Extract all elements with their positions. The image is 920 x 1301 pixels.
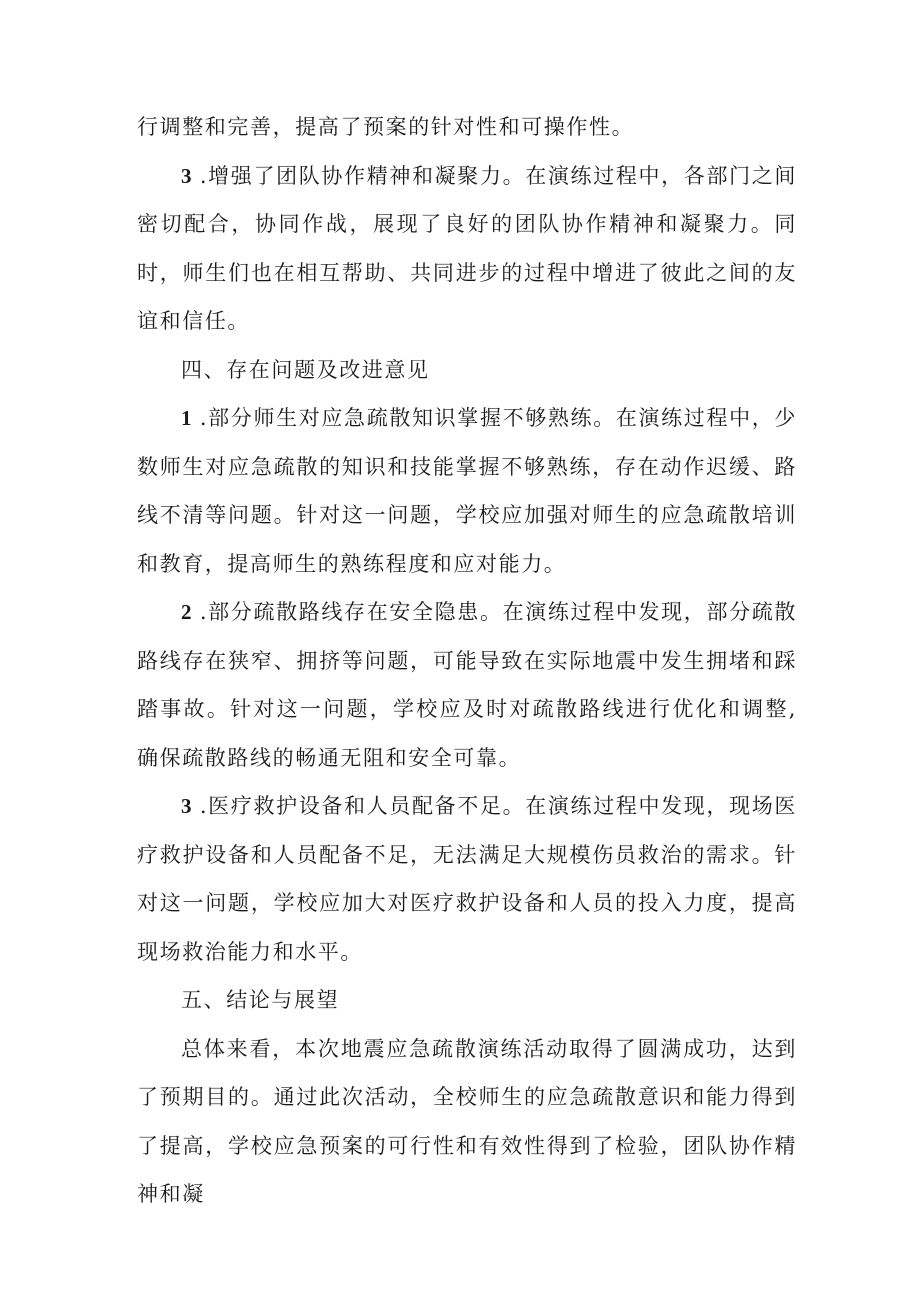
- item-number: 3: [181, 794, 192, 818]
- paragraph-item-3-teamwork: [137, 152, 797, 346]
- heading-text: 五、结论与展望: [181, 988, 340, 1012]
- paragraph-text: .部分疏散路线存在安全隐患。在演练过程中发现，部分疏散路线存在狭窄、拥挤等问题，可能导致在实际地震中发生拥堵和踩踏事故。针对这一问题，学校应及时对疏散路线进行优化和调整,确保疏散路线的畅通无阻和安全可靠。: [137, 600, 797, 770]
- paragraph-item-1-knowledge: [137, 394, 797, 588]
- section-heading-conclusion: [137, 976, 797, 1025]
- item-number: 2: [181, 600, 192, 624]
- paragraph-text: .医疗救护设备和人员配备不足。在演练过程中发现，现场医疗救护设备和人员配备不足，无法满足大规模伤员救治的需求。针对这一问题，学校应加大对医疗救护设备和人员的投入力度，提高现场救治能力和水平。: [137, 794, 797, 964]
- paragraph-text: 总体来看，本次地震应急疏散演练活动取得了圆满成功，达到了预期目的。通过此次活动，全校师生的应急疏散意识和能力得到了提高，学校应急预案的可行性和有效性得到了检验，团队协作精神和凝: [137, 1036, 797, 1206]
- paragraph-item-3-medical: [137, 782, 797, 976]
- paragraph-item-2-routes: [137, 588, 797, 782]
- section-heading-problems: [137, 346, 797, 395]
- heading-text: 四、存在问题及改进意见: [181, 357, 430, 382]
- document-body: [137, 103, 797, 1219]
- paragraph-text: .部分师生对应急疏散知识掌握不够熟练。在演练过程中，少数师生对应急疏散的知识和技能掌握不够熟练，存在动作迟缓、路线不清等问题。针对这一问题，学校应加强对师生的应急疏散培训和教育，提高师生的熟练程度和应对能力。: [137, 406, 797, 576]
- paragraph-text: 行调整和完善，提高了预案的针对性和可操作性。: [137, 115, 635, 139]
- paragraph-conclusion: [137, 1025, 797, 1219]
- item-number: 3: [181, 163, 192, 188]
- item-number: 1: [181, 406, 192, 430]
- paragraph-text: .增强了团队协作精神和凝聚力。在演练过程中，各部门之间密切配合，协同作战，展现了良好的团队协作精神和凝聚力。同时，师生们也在相互帮助、共同进步的过程中增进了彼此之间的友谊和信任。: [137, 163, 797, 333]
- paragraph-continuation: [137, 103, 797, 152]
